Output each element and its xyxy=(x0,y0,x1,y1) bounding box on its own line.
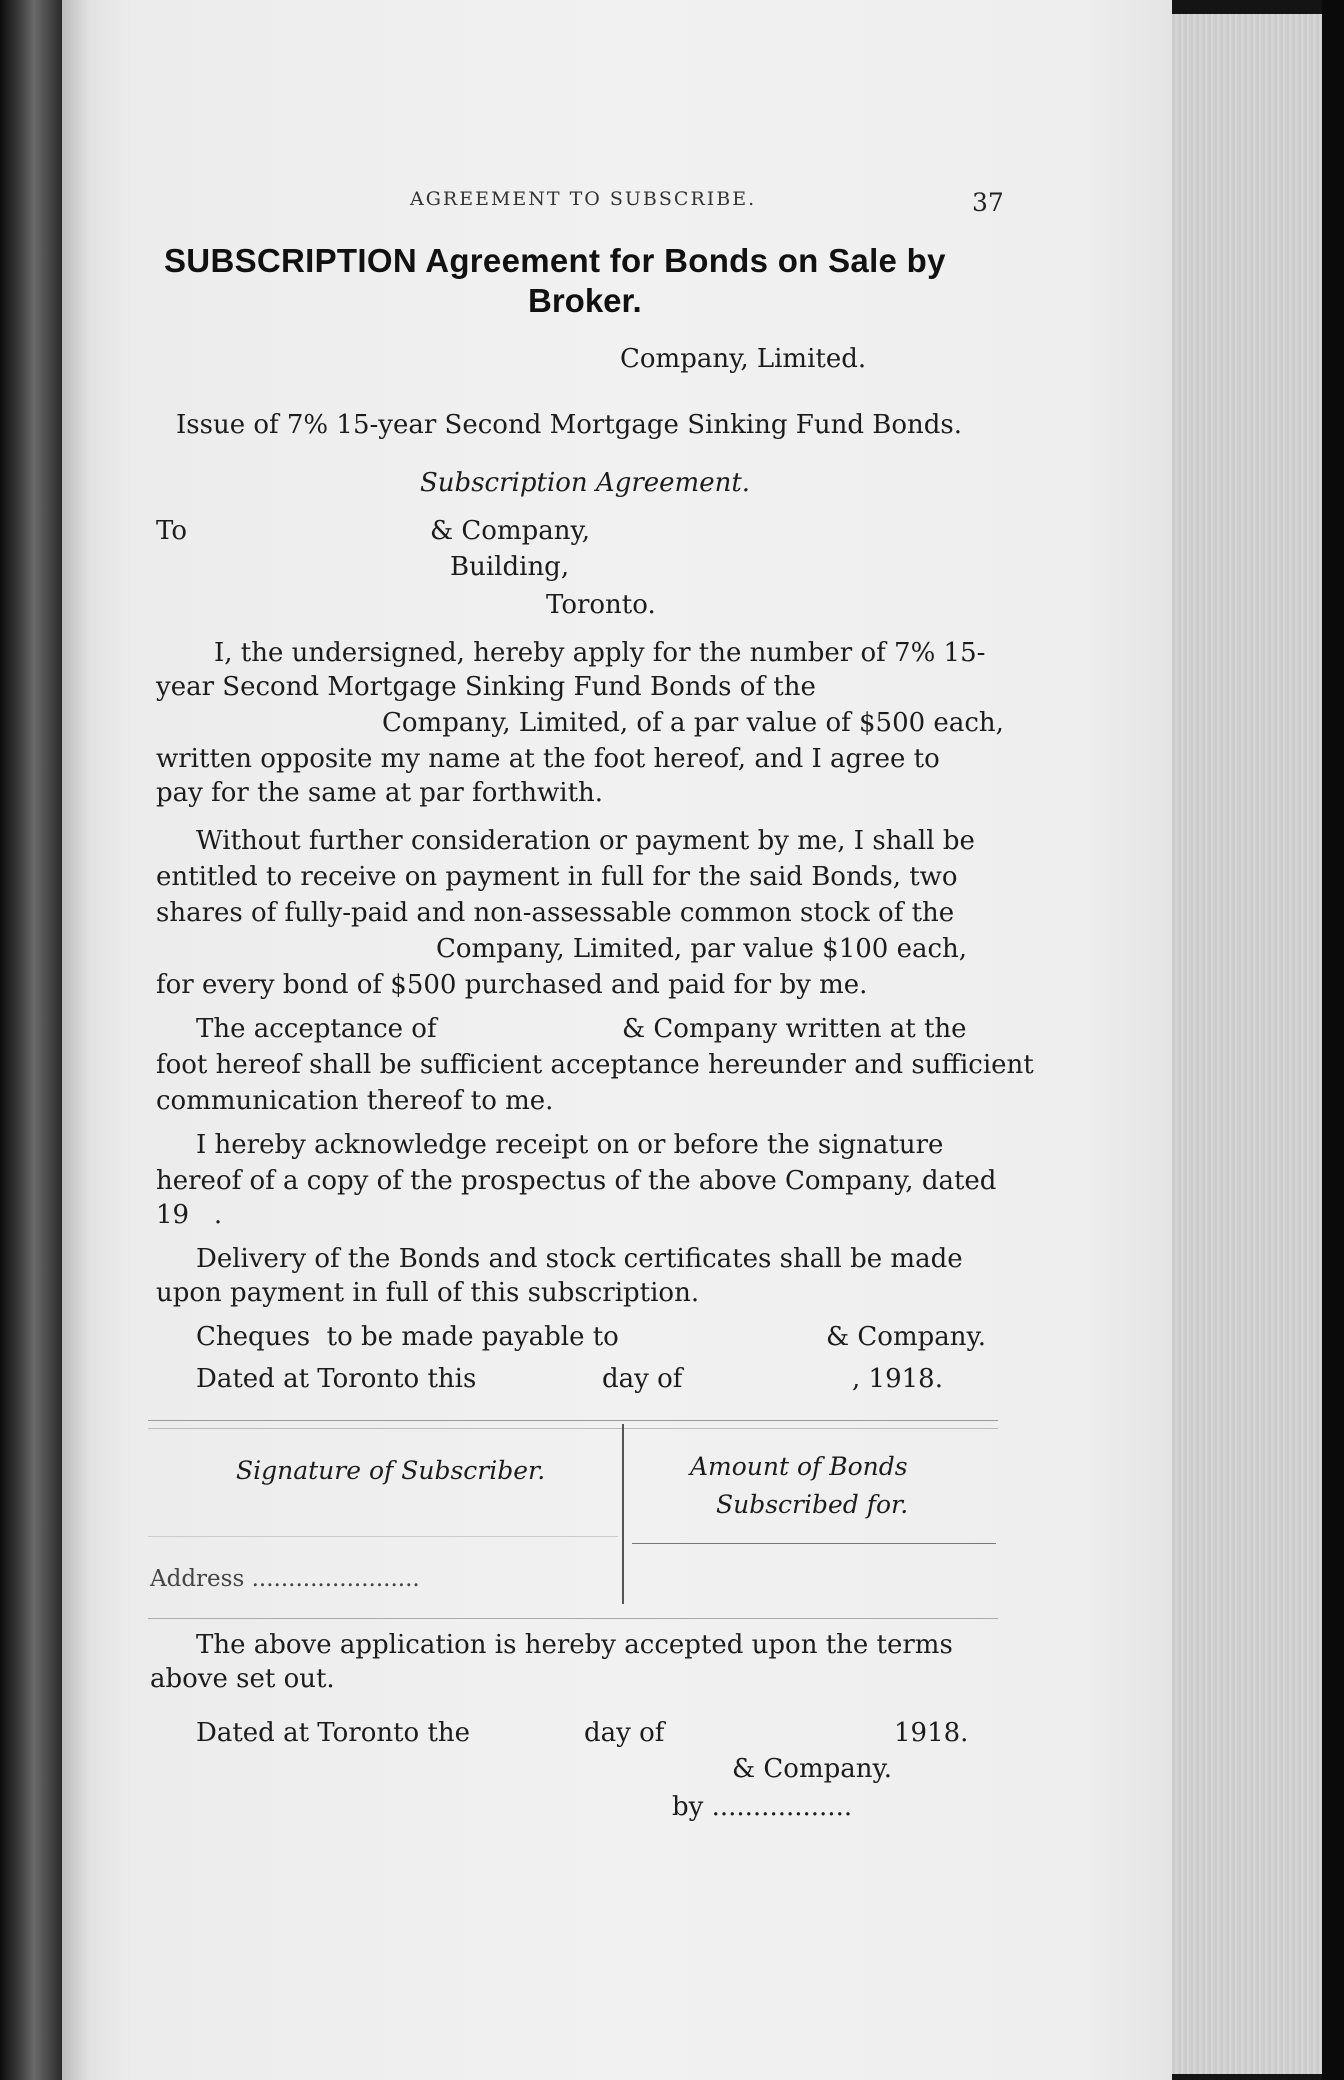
address-line-1: & Company, xyxy=(430,516,590,546)
acceptance-line: The above application is hereby accepted upon the terms xyxy=(196,1630,953,1660)
para1-line: year Second Mortgage Sinking Fund Bonds of the xyxy=(156,672,816,702)
address-to-label: To xyxy=(156,516,187,546)
dated-year-text: , 1918. xyxy=(852,1364,943,1394)
table-column-divider xyxy=(622,1424,624,1604)
para3-line: The acceptance of xyxy=(196,1014,437,1044)
acceptance-dated-day-of: day of xyxy=(584,1718,665,1748)
para2-line: Company, Limited, par value $100 each, xyxy=(436,934,968,964)
para1-line: Company, Limited, of a par value of $500 each, xyxy=(382,708,1004,738)
para3-line: & Company written at the xyxy=(622,1014,967,1044)
cheques-payable-text: Cheques to be made payable to xyxy=(196,1322,619,1352)
para1-line: pay for the same at par forthwith. xyxy=(156,778,604,808)
table-amount-rule xyxy=(632,1543,996,1544)
para5-line: upon payment in full of this subscription. xyxy=(156,1278,700,1308)
page-stack-edge xyxy=(1172,14,1322,2074)
amount-column-header-line-2: Subscribed for. xyxy=(716,1490,909,1519)
issue-description: Issue of 7% 15-year Second Mortgage Sinking Fund Bonds. xyxy=(176,410,962,440)
para3-line: communication thereof to me. xyxy=(156,1086,554,1116)
acceptance-line: above set out. xyxy=(150,1664,335,1694)
para2-line: Without further consideration or payment by me, I shall be xyxy=(196,826,975,856)
signature-column-header: Signature of Subscriber. xyxy=(236,1456,546,1485)
section-heading: Subscription Agreement. xyxy=(420,468,751,498)
para1-line: written opposite my name at the foot hereof, and I agree to xyxy=(156,744,940,774)
address-line-2: Building, xyxy=(450,552,570,582)
scan-background xyxy=(1322,0,1344,2080)
table-bottom-rule xyxy=(148,1618,998,1619)
by-signature-line: by ................. xyxy=(672,1792,853,1822)
para1-line: I, the undersigned, hereby apply for the number of 7% 15- xyxy=(214,638,986,668)
acceptance-dated-year: 1918. xyxy=(894,1718,969,1748)
address-line-3: Toronto. xyxy=(546,590,656,620)
running-header: AGREEMENT TO SUBSCRIBE. xyxy=(410,188,757,210)
amount-column-header: Amount of Bonds xyxy=(690,1452,908,1481)
table-top-rule xyxy=(148,1420,998,1421)
para4-line: 19 . xyxy=(156,1200,223,1230)
accepting-company: & Company. xyxy=(732,1754,892,1784)
document-title-line-1: SUBSCRIPTION Agreement for Bonds on Sale by xyxy=(164,242,946,279)
para4-line: I hereby acknowledge receipt on or before the signature xyxy=(196,1130,944,1160)
table-top-rule-inner xyxy=(148,1428,998,1429)
address-field-label: Address ....................... xyxy=(150,1566,420,1592)
para2-line: shares of fully-paid and non-assessable common stock of the xyxy=(156,898,955,928)
para2-line: entitled to receive on payment in full for the said Bonds, two xyxy=(156,862,958,892)
para3-line: foot hereof shall be sufficient acceptance hereunder and sufficient xyxy=(156,1050,1034,1080)
company-name: Company, Limited. xyxy=(620,344,867,374)
book-spine-shadow xyxy=(0,0,62,2080)
acceptance-dated-place: Dated at Toronto the xyxy=(196,1718,471,1748)
page-number: 37 xyxy=(972,188,1004,217)
cheques-payee-company: & Company. xyxy=(826,1322,986,1352)
dated-day-of-text: day of xyxy=(602,1364,683,1394)
para5-line: Delivery of the Bonds and stock certificates shall be made xyxy=(196,1244,963,1274)
document-title-line-2: Broker. xyxy=(528,282,642,319)
dated-place-text: Dated at Toronto this xyxy=(196,1364,477,1394)
para4-line: hereof of a copy of the prospectus of the above Company, dated xyxy=(156,1166,997,1196)
table-signature-rule xyxy=(148,1536,618,1537)
para2-line: for every bond of $500 purchased and paid for by me. xyxy=(156,970,868,1000)
